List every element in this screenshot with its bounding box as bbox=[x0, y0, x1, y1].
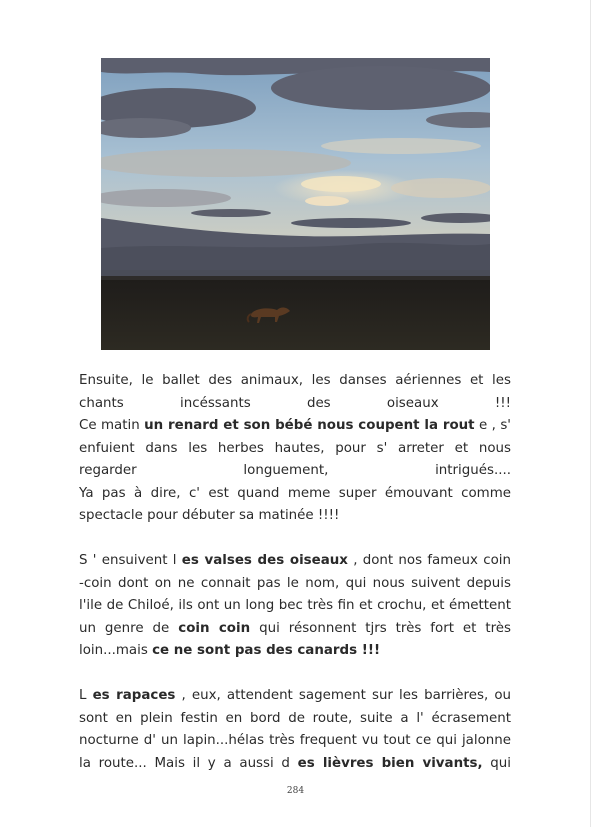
text-run: L bbox=[79, 688, 93, 703]
text-run: Ce matin bbox=[79, 418, 145, 433]
bold-text: ce ne sont pas des canards !!! bbox=[152, 643, 381, 658]
text-run: Ya pas à dire, c' est quand meme super émouvant comme bbox=[79, 485, 511, 501]
text-run: enfuient dans les herbes hautes, pour s' arreter et nous bbox=[79, 440, 511, 456]
text-line bbox=[79, 393, 511, 416]
bold-text: es valses des oiseaux bbox=[181, 553, 348, 568]
bold-text: un renard et son bébé nous coupent la rout bbox=[144, 418, 475, 433]
text-run: chants incéssants des oiseaux !!! bbox=[79, 395, 511, 411]
text-run: la route... Mais il y a aussi d bbox=[79, 755, 298, 771]
text-run: loin...mais bbox=[79, 643, 153, 658]
text-run: regarder longuement, intrigués.... bbox=[79, 463, 511, 478]
text-run: -coin dont on ne connait pas le nom, qui nous suivent depuis bbox=[79, 575, 511, 591]
text-line bbox=[79, 640, 511, 663]
text-run: nocturne d' un lapin...hélas très frequent vu tout ce qui jalonne bbox=[79, 733, 511, 748]
bold-text: coin coin bbox=[178, 620, 251, 636]
landscape-photo bbox=[101, 58, 490, 350]
bold-text: es rapaces bbox=[92, 688, 176, 703]
text-run: S ' ensuivent l bbox=[79, 553, 182, 568]
text-run: un genre de bbox=[79, 620, 179, 636]
text-run: , dont nos fameux coin bbox=[347, 553, 511, 568]
text-line bbox=[79, 505, 511, 528]
text-line bbox=[79, 595, 511, 618]
page-number: 284 bbox=[286, 786, 305, 796]
text-run: spectacle pour débuter sa matinée !!!! bbox=[79, 508, 340, 523]
text-run: Ensuite, le ballet des animaux, les danses aériennes et les bbox=[79, 373, 511, 388]
bold-text: es lièvres bien vivants, bbox=[297, 755, 483, 771]
body-text bbox=[79, 370, 511, 775]
text-run: e , s' bbox=[474, 418, 511, 433]
text-line bbox=[79, 708, 511, 731]
text-run: qui bbox=[482, 755, 511, 771]
text-line bbox=[79, 730, 511, 753]
text-line bbox=[79, 438, 511, 461]
text-line bbox=[79, 550, 511, 573]
text-run: , eux, attendent sagement sur les barrières, ou bbox=[175, 688, 511, 703]
text-line bbox=[79, 415, 511, 438]
text-line bbox=[79, 483, 511, 506]
text-run: sont en plein festin en bord de route, suite a l' écrasement bbox=[79, 710, 511, 726]
text-line bbox=[79, 618, 511, 641]
text-line bbox=[79, 370, 511, 393]
text-line bbox=[79, 573, 511, 596]
paragraph-spacer bbox=[79, 528, 511, 551]
text-run: qui résonnent tjrs très fort et très bbox=[250, 620, 512, 636]
text-run: l'ile de Chiloé, ils ont un long bec très fin et crochu, et émettent bbox=[79, 598, 511, 613]
text-line bbox=[79, 460, 511, 483]
paragraph-spacer bbox=[79, 663, 511, 686]
text-line bbox=[79, 685, 511, 708]
text-line bbox=[79, 753, 511, 776]
